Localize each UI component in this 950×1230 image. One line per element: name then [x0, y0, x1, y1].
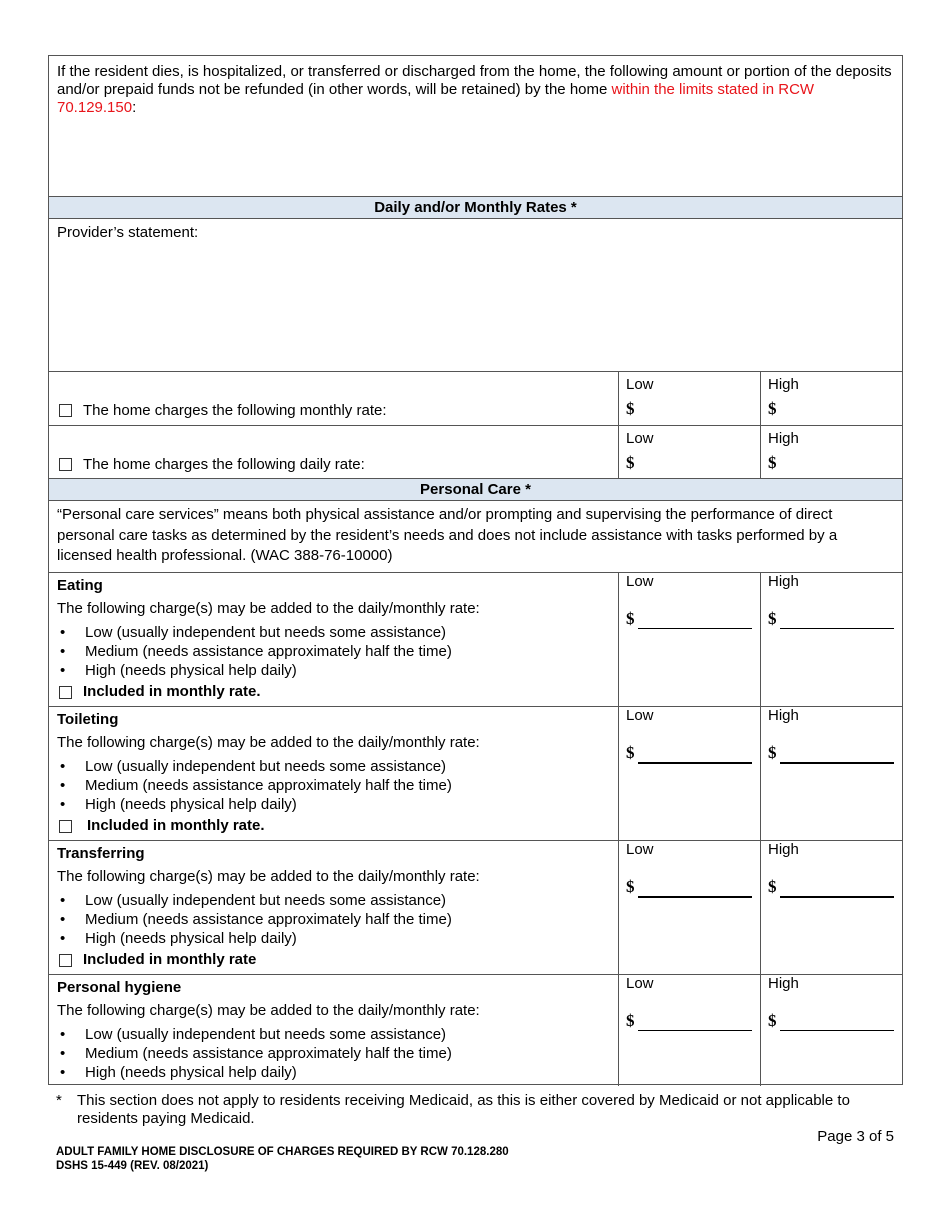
eating-included-label: Included in monthly rate.: [83, 683, 261, 700]
toileting-included-checkbox[interactable]: [59, 820, 72, 833]
toileting-included-label: Included in monthly rate.: [87, 817, 265, 834]
retained-funds-statement: If the resident dies, is hospitalized, or transferred or discharged from the home, the following amount or portion of the deposits and/or prepaid funds not be refunded (in other words, will be retained) by the home within the limits stated in RCW 70.129.150:: [57, 63, 892, 116]
hygiene-low-field[interactable]: [638, 1012, 752, 1031]
transferring-levels-list: [57, 891, 452, 948]
footnote-text: This section does not apply to residents receiving Medicaid, as this is either covered by Medicaid or not applicable to residents paying Medicaid.: [77, 1092, 850, 1127]
provider-statement-label: Provider’s statement:: [57, 224, 199, 241]
monthly-rate-checkbox[interactable]: [59, 404, 72, 417]
hygiene-high-dollar: $: [768, 1011, 777, 1030]
toileting-low-field[interactable]: [638, 744, 752, 764]
eating-high-dollar: $: [768, 609, 777, 628]
toileting-low-label: Low: [626, 707, 654, 724]
transferring-intro: The following charge(s) may be added to the daily/monthly rate:: [57, 868, 480, 885]
eating-title: Eating: [57, 577, 103, 594]
list-item: • High (needs physical help daily): [57, 795, 452, 814]
page-number: Page 3 of 5: [817, 1128, 894, 1145]
form-number: DSHS 15-449 (REV. 08/2021): [56, 1160, 209, 1172]
personal-care-definition: “Personal care services” means both physical assistance and/or prompting and supervising the performance of direct personal care tasks as determined by the resident’s needs and does not include assistance with tasks performed by a licensed health professional. (WAC 388-76-10000): [57, 506, 838, 564]
transferring-low-label: Low: [626, 841, 654, 858]
monthly-high-dollar[interactable]: $: [768, 399, 777, 418]
hygiene-high-field[interactable]: [780, 1012, 894, 1031]
list-item: • Medium (needs assistance approximately half the time): [57, 1044, 452, 1063]
monthly-high-label: High: [768, 376, 799, 393]
transferring-included-label: Included in monthly rate: [83, 951, 257, 968]
hygiene-levels-list: [57, 1025, 452, 1082]
transferring-title: Transferring: [57, 845, 145, 862]
daily-low-label: Low: [626, 430, 654, 447]
eating-high-label: High: [768, 573, 799, 590]
transferring-high-label: High: [768, 841, 799, 858]
daily-low-dollar[interactable]: $: [626, 453, 635, 472]
hygiene-title: Personal hygiene: [57, 979, 182, 996]
eating-intro: The following charge(s) may be added to the daily/monthly rate:: [57, 600, 480, 617]
monthly-rate-label: The home charges the following monthly rate:: [83, 402, 387, 419]
transferring-low-dollar: $: [626, 877, 635, 896]
form-table: [48, 55, 903, 1085]
eating-low-label: Low: [626, 573, 654, 590]
eating-included-checkbox[interactable]: [59, 686, 72, 699]
toileting-intro: The following charge(s) may be added to the daily/monthly rate:: [57, 734, 480, 751]
list-item: • Medium (needs assistance approximately half the time): [57, 642, 452, 661]
list-item: • Low (usually independent but needs some assistance): [57, 891, 452, 910]
list-item: • Low (usually independent but needs some assistance): [57, 757, 452, 776]
hygiene-intro: The following charge(s) may be added to the daily/monthly rate:: [57, 1002, 480, 1019]
hygiene-low-dollar: $: [626, 1011, 635, 1030]
form-title: ADULT FAMILY HOME DISCLOSURE OF CHARGES REQUIRED BY RCW 70.128.280: [56, 1146, 509, 1158]
list-item: • High (needs physical help daily): [57, 929, 452, 948]
eating-low-dollar: $: [626, 609, 635, 628]
toileting-low-dollar: $: [626, 743, 635, 762]
eating-low-field[interactable]: [638, 610, 752, 629]
daily-high-label: High: [768, 430, 799, 447]
list-item: • Low (usually independent but needs some assistance): [57, 1025, 452, 1044]
list-item: • Medium (needs assistance approximately half the time): [57, 776, 452, 795]
hygiene-low-label: Low: [626, 975, 654, 992]
list-item: • High (needs physical help daily): [57, 1063, 452, 1082]
toileting-title: Toileting: [57, 711, 119, 728]
toileting-high-field[interactable]: [780, 744, 894, 764]
hygiene-high-label: High: [768, 975, 799, 992]
toileting-high-label: High: [768, 707, 799, 724]
list-item: • Medium (needs assistance approximately half the time): [57, 910, 452, 929]
rates-section-header: Daily and/or Monthly Rates *: [374, 199, 577, 216]
list-item: • High (needs physical help daily): [57, 661, 452, 680]
eating-high-field[interactable]: [780, 610, 894, 629]
transferring-high-field[interactable]: [780, 878, 894, 898]
toileting-levels-list: [57, 757, 452, 814]
transferring-included-checkbox[interactable]: [59, 954, 72, 967]
daily-rate-label: The home charges the following daily rate:: [83, 456, 365, 473]
eating-levels-list: [57, 623, 452, 680]
daily-high-dollar[interactable]: $: [768, 453, 777, 472]
rcw-link-text: within the limits stated in RCW 70.129.150: [57, 81, 815, 116]
toileting-high-dollar: $: [768, 743, 777, 762]
list-item: • Low (usually independent but needs some assistance): [57, 623, 452, 642]
monthly-low-label: Low: [626, 376, 654, 393]
daily-rate-checkbox[interactable]: [59, 458, 72, 471]
footnote-mark: *: [56, 1092, 62, 1109]
transferring-low-field[interactable]: [638, 878, 752, 898]
monthly-low-dollar[interactable]: $: [626, 399, 635, 418]
personal-care-header: Personal Care *: [420, 481, 531, 498]
transferring-high-dollar: $: [768, 877, 777, 896]
